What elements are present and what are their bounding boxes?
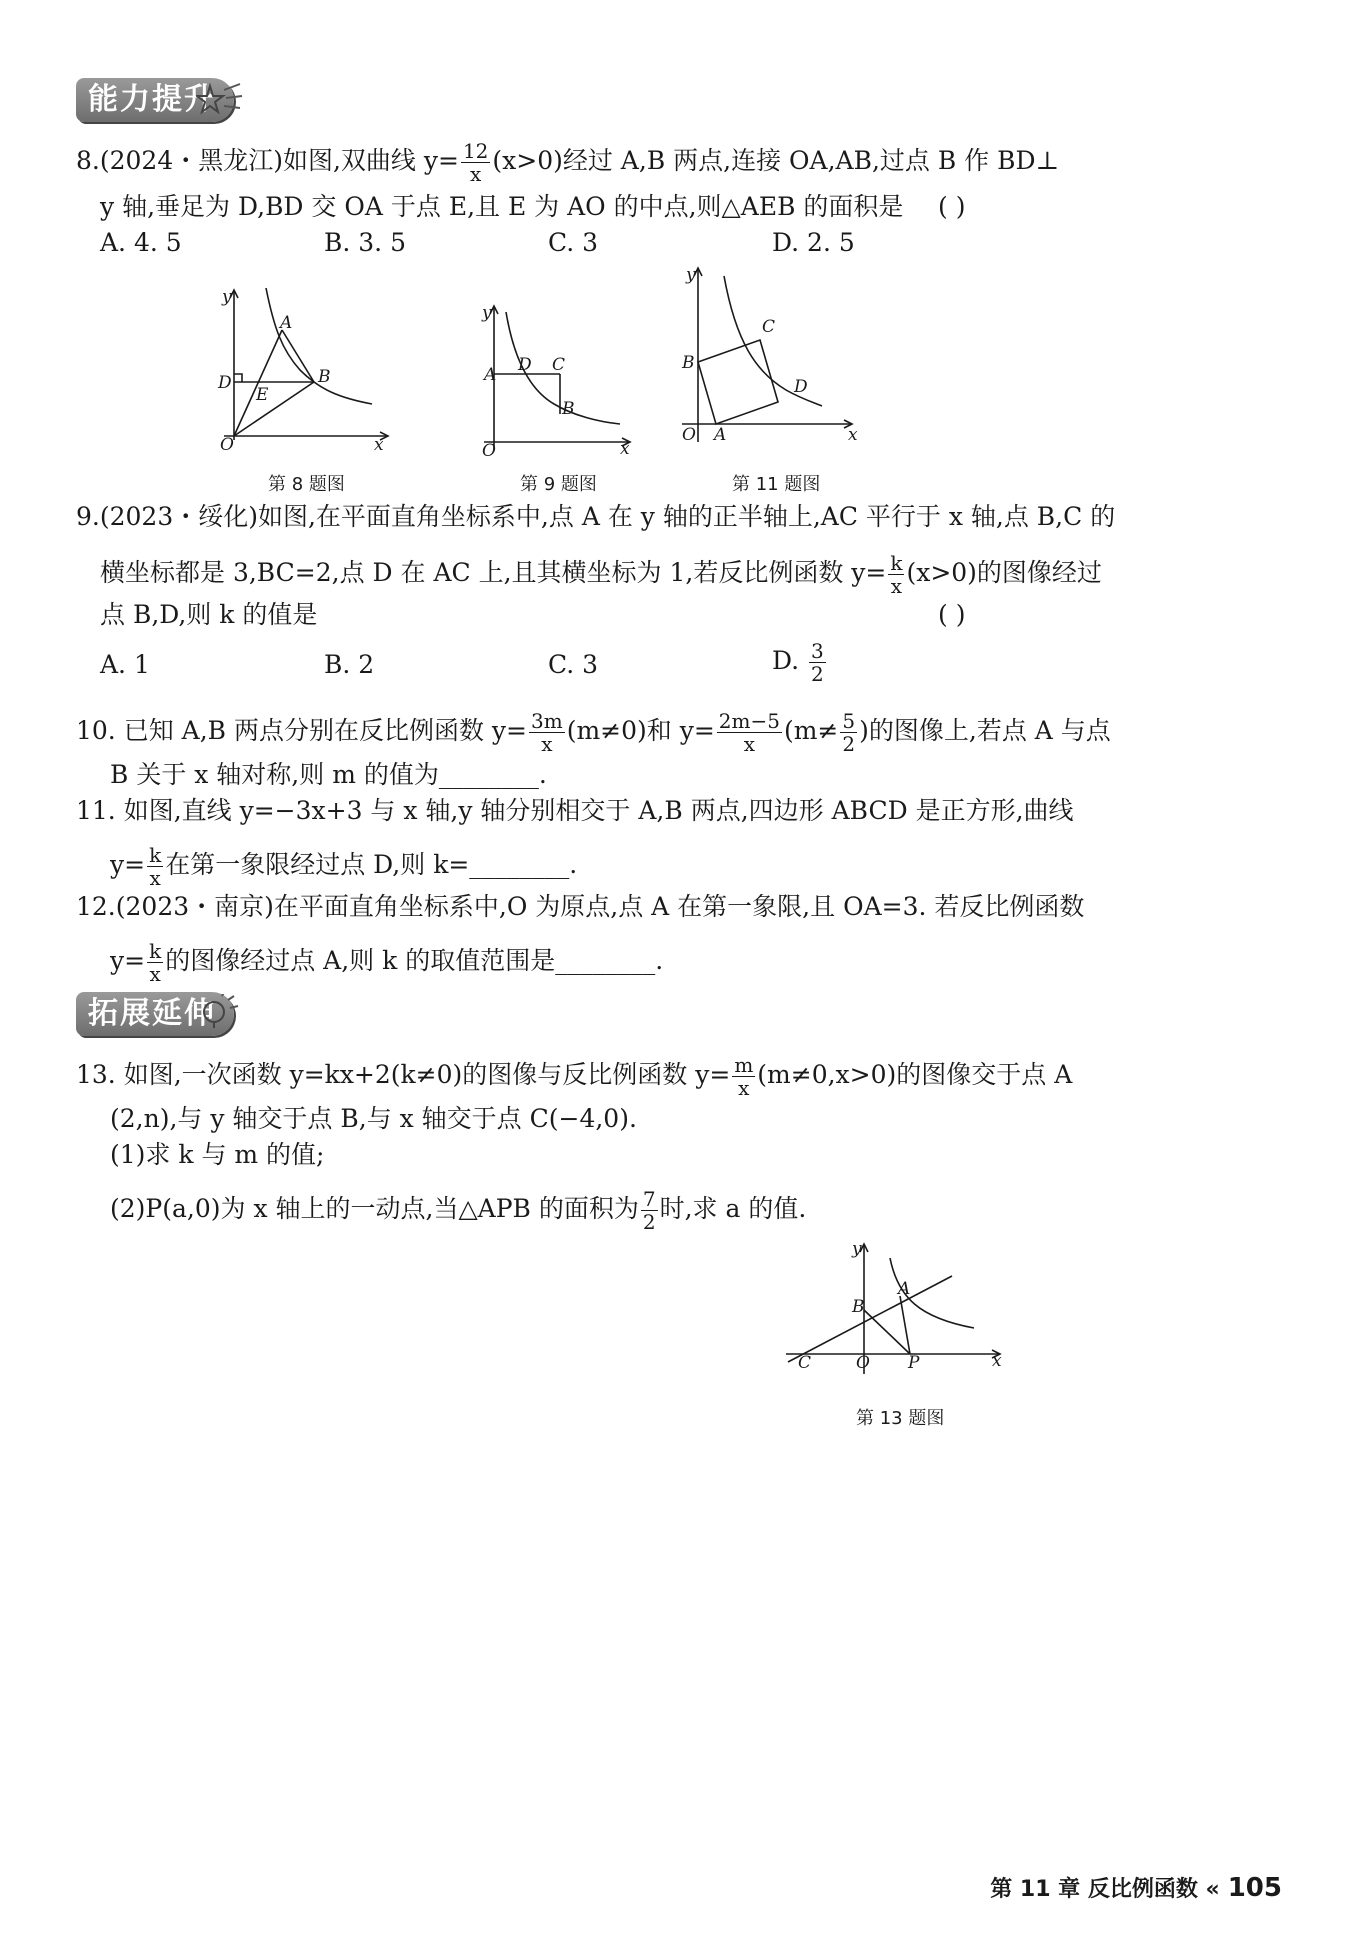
- svg-text:D: D: [218, 373, 232, 393]
- q8-option-d: D. 2. 5: [772, 228, 855, 257]
- figure-9: [470, 300, 640, 460]
- svg-text:O: O: [220, 435, 234, 455]
- q9-line3: 点 B,D,则 k 的值是: [100, 600, 318, 629]
- q11-line2: y= $\frac{k}{x}$ 在第一象限经过点 D,则 k=________.: [110, 843, 578, 890]
- svg-text:y: y: [482, 303, 492, 323]
- q8-answer-paren: ( ): [938, 192, 966, 221]
- q9-option-d: D. $\frac{3}{2}$: [772, 639, 824, 686]
- figure-13: [780, 1238, 1010, 1378]
- svg-text:A: A: [714, 425, 727, 445]
- line-y-kx-2: [788, 1276, 952, 1362]
- section-title: 拓展延伸: [88, 996, 216, 1031]
- svg-text:C: C: [762, 317, 776, 337]
- q12-line1: 12.(2023・南京)在平面直角坐标系中,O 为原点,点 A 在第一象限,且 OA=3. 若反比例函数: [76, 892, 1085, 921]
- figure-13-caption: 第 13 题图: [856, 1408, 945, 1429]
- svg-text:B: B: [682, 353, 695, 373]
- svg-text:C: C: [798, 1353, 812, 1373]
- star-deco-icon: [196, 82, 246, 122]
- lightbulb-deco-icon: [198, 994, 242, 1034]
- q9-line1: 9.(2023・绥化)如图,在平面直角坐标系中,点 A 在 y 轴的正半轴上,AC 平行于 x 轴,点 B,C 的: [76, 502, 1116, 531]
- svg-text:x: x: [374, 435, 384, 455]
- chapter-title: 第 11 章 反比例函数 «: [990, 1877, 1220, 1902]
- square-ABCD: [698, 340, 778, 424]
- figure-11-caption: 第 11 题图: [732, 474, 821, 495]
- section-title: 能力提升: [88, 82, 216, 117]
- q10-line1: 10. 已知 A,B 两点分别在反比例函数 y= $\frac{3m}{x}$ (m≠0)和 y= $\frac{2m-5}{x}$ (m≠ $\frac{5}{2}$ )的图像上,若点 A 与点: [76, 709, 1111, 756]
- svg-text:x: x: [620, 439, 630, 459]
- svg-text:O: O: [482, 441, 496, 460]
- q12-line2: y= $\frac{k}{x}$ 的图像经过点 A,则 k 的取值范围是________.: [110, 939, 664, 986]
- svg-text:P: P: [908, 1353, 920, 1373]
- figure-11: [676, 262, 866, 452]
- svg-text:B: B: [318, 367, 331, 387]
- q9-line2: 横坐标都是 3,BC=2,点 D 在 AC 上,且其横坐标为 1,若反比例函数 y= $\frac{k}{x}$ (x>0)的图像经过: [100, 551, 1102, 598]
- svg-text:O: O: [856, 1353, 870, 1373]
- page-footer: [990, 1872, 1282, 1903]
- svg-text:B: B: [562, 399, 575, 419]
- svg-text:y: y: [852, 1239, 862, 1259]
- figure-9-caption: 第 9 题图: [520, 474, 597, 495]
- svg-text:A: A: [280, 313, 293, 333]
- q13-line1: 13. 如图,一次函数 y=kx+2(k≠0)的图像与反比例函数 y= $\frac{m}{x}$ (m≠0,x>0)的图像交于点 A: [76, 1053, 1073, 1100]
- q13-part1: (1)求 k 与 m 的值;: [110, 1140, 325, 1169]
- q9-answer-paren: ( ): [938, 600, 966, 629]
- svg-text:A: A: [484, 365, 497, 385]
- q8-option-b: B. 3. 5: [324, 228, 406, 257]
- q10-line2: B 关于 x 轴对称,则 m 的值为________.: [110, 760, 547, 789]
- q8-option-a: A. 4. 5: [100, 228, 182, 257]
- figure-8-caption: 第 8 题图: [268, 474, 345, 495]
- svg-text:D: D: [794, 377, 808, 397]
- q9-option-a: A. 1: [100, 650, 150, 679]
- segment-AB: [282, 330, 314, 382]
- page-number: 105: [1227, 1873, 1282, 1903]
- q8-option-c: C. 3: [548, 228, 599, 257]
- svg-text:y: y: [686, 265, 696, 285]
- right-angle-mark: [234, 374, 242, 382]
- svg-text:x: x: [992, 1351, 1002, 1371]
- q8-line2: y 轴,垂足为 D,BD 交 OA 于点 E,且 E 为 AO 的中点,则△AEB 的面积是: [100, 192, 904, 221]
- svg-text:y: y: [222, 287, 232, 307]
- svg-text:E: E: [256, 385, 269, 405]
- svg-text:x: x: [848, 425, 858, 445]
- svg-text:O: O: [682, 425, 696, 445]
- svg-text:C: C: [552, 355, 566, 375]
- q11-line1: 11. 如图,直线 y=−3x+3 与 x 轴,y 轴分别相交于 A,B 两点,四边形 ABCD 是正方形,曲线: [76, 796, 1074, 825]
- q9-option-b: B. 2: [324, 650, 375, 679]
- svg-text:B: B: [852, 1297, 865, 1317]
- q13-line2: (2,n),与 y 轴交于点 B,与 x 轴交于点 C(−4,0).: [110, 1104, 637, 1133]
- q9-option-c: C. 3: [548, 650, 599, 679]
- q13-part2: (2)P(a,0)为 x 轴上的一动点,当△APB 的面积为 $\frac{7}{2}$ 时,求 a 的值.: [110, 1187, 807, 1234]
- q8-line1: 8.(2024・黑龙江)如图,双曲线 y= $\frac{12}{x}$ (x>0)经过 A,B 两点,连接 OA,AB,过点 B 作 BD⊥: [76, 139, 1060, 186]
- figure-8: [210, 280, 400, 460]
- svg-text:D: D: [518, 355, 532, 375]
- svg-text:A: A: [898, 1279, 911, 1299]
